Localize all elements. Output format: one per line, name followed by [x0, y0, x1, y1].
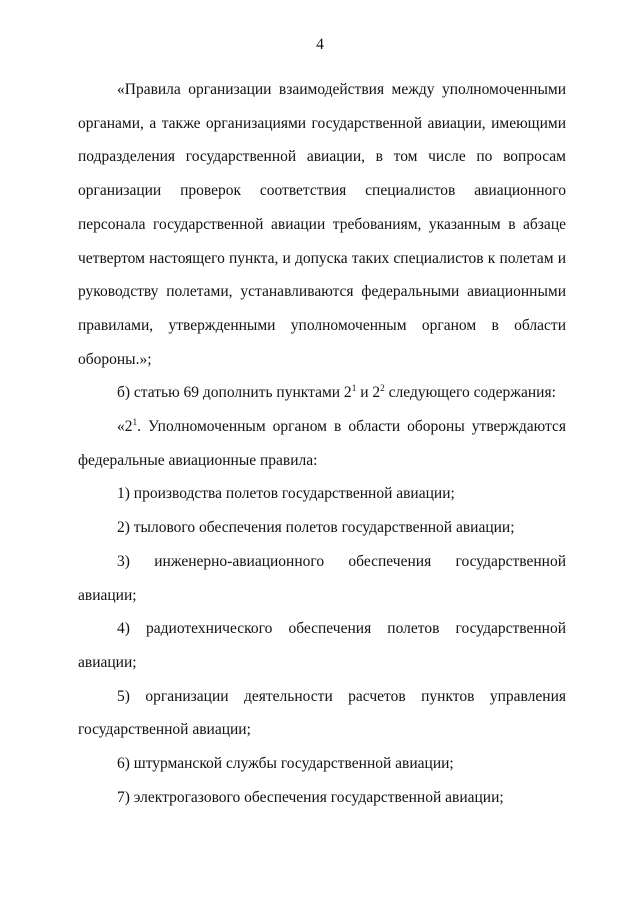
- superscript-1: 1: [132, 417, 138, 428]
- amendment-text-after: следующего содержания:: [384, 384, 556, 402]
- paragraph-aviation-rules-quote: «Правила организации взаимодействия между уполномоченными органами, а также организациями государственной авиации, имеющими подразделения государственной авиации, в том числе по вопросам организации проверок соответствия специалистов авиационного персонала государственной авиации требованиям, указанным в абзаце четвертом настоящего пункта, и допуска таких специалистов к полетам и руководству полетами, устанавливаются федеральными авиационными правилами, утвержденными уполномоченным органом в области обороны.»;: [78, 81, 566, 368]
- amendment-text-middle: и 2: [356, 384, 381, 402]
- amendment-text-before: б) статью 69 дополнить пунктами 2: [117, 384, 352, 402]
- superscript-1: 1: [351, 384, 357, 395]
- paragraph-point-2-1: [78, 410, 566, 477]
- list-item-2: 2) тылового обеспечения полетов государственной авиации;: [117, 519, 515, 537]
- paragraph-article-69-amendment: [78, 376, 566, 410]
- list-item-7: 7) электрогазового обеспечения государственной авиации;: [117, 788, 504, 806]
- point-text: . Уполномоченным органом в области обороны утверждаются федеральные авиационные правила:: [78, 418, 566, 469]
- list-item-1: 1) производства полетов государственной авиации;: [117, 485, 455, 503]
- list-item-5: 5) организации деятельности расчетов пунктов управления государственной авиации;: [78, 687, 566, 739]
- list-item-3: 3) инженерно-авиационного обеспечения государственной авиации;: [78, 552, 566, 604]
- superscript-2: 2: [380, 384, 385, 395]
- list-item-4: 4) радиотехнического обеспечения полетов государственной авиации;: [78, 620, 566, 671]
- document-body: [78, 73, 566, 814]
- list-item-6: 6) штурманской службы государственной авиации;: [117, 755, 454, 773]
- page-number: 4: [316, 36, 324, 53]
- point-label: «2: [117, 418, 133, 436]
